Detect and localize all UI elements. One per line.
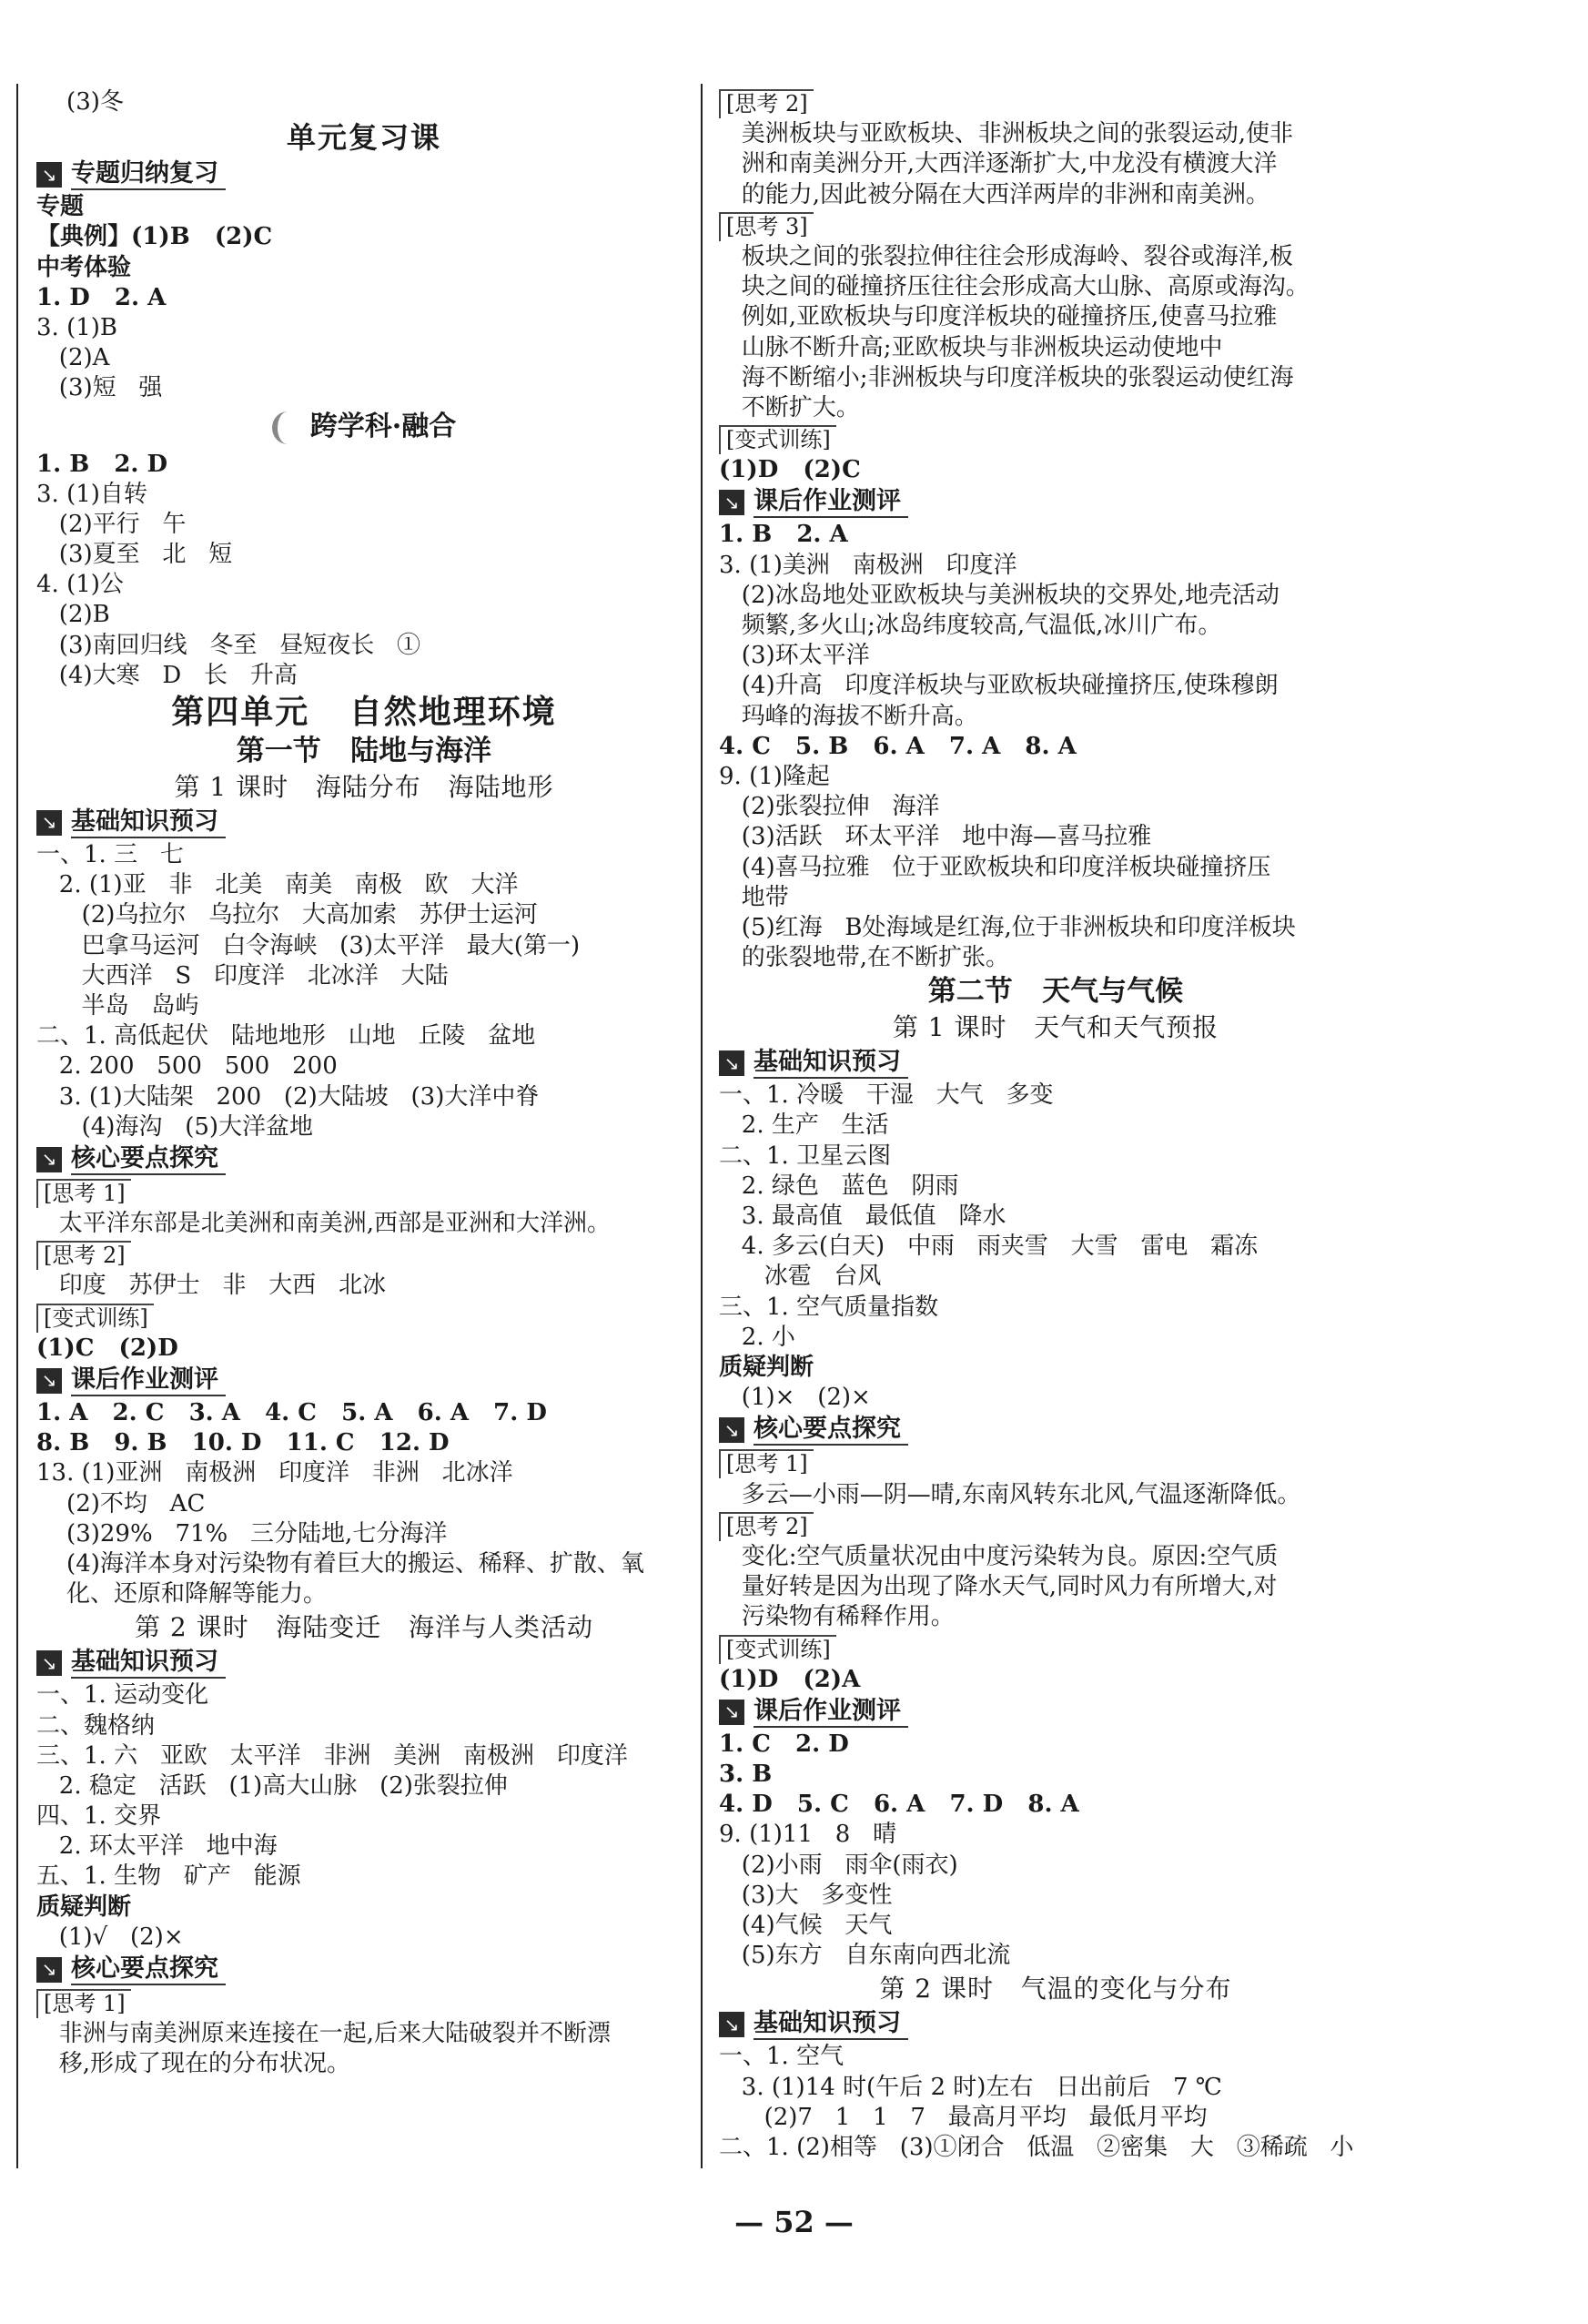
section-header-label: 核心要点探究 (71, 1144, 226, 1175)
answer-line: (3)冬 (36, 88, 124, 116)
answer-line: 不断扩大。 (719, 393, 860, 421)
answer-line: (2)乌拉尔 乌拉尔 大高加索 苏伊士运河 (36, 901, 538, 929)
answer-line: (5)东方 自东南向西北流 (719, 1942, 1011, 1970)
question-tag: [思考 1] (719, 1449, 814, 1478)
answer-line: 的张裂地带,在不断扩张。 (719, 944, 1010, 972)
question-tag-row (719, 87, 1392, 119)
answer-line-bold: 中考体验 (36, 253, 132, 281)
answer-line: (3)29% 71% 三分陆地,七分海洋 (36, 1519, 448, 1548)
answer-line-bold: 1. D 2. A (36, 283, 167, 311)
section-header (36, 1143, 692, 1176)
answer-line: 2. 稳定 活跃 (1)高大山脉 (2)张裂拉伸 (36, 1771, 508, 1800)
answer-line: 2. 小 (719, 1323, 795, 1351)
answer-line-bold: (1)C (2)D (36, 1334, 178, 1362)
answer-line: (3)活跃 环太平洋 地中海—喜马拉雅 (719, 823, 1152, 851)
answer-line: 2. 200 500 500 200 (36, 1052, 338, 1081)
answer-line: (3)环太平洋 (719, 642, 870, 670)
answer-line: (4)喜马拉雅 位于亚欧板块和印度洋板块碰撞挤压 (719, 853, 1271, 881)
question-tag-row (36, 1302, 692, 1334)
arrow-icon: ↘ (36, 810, 62, 836)
answer-line-bold: 1. B 2. D (36, 450, 168, 478)
answer-line: (4)升高 印度洋板块与亚欧板块碰撞挤压,使珠穆朗 (719, 672, 1279, 700)
section-header-label: 基础知识预习 (754, 1048, 908, 1079)
answer-line-bold: 4. C 5. B 6. A 7. A 8. A (719, 732, 1077, 760)
section-header-label: 专题归纳复习 (71, 159, 226, 190)
answer-line: 二、1. (2)相等 (3)①闭合 低温 ②密集 大 ③稀疏 小 (719, 2133, 1354, 2161)
answer-line: 海不断缩小;非洲板块与印度洋板块的张裂运动使红海 (719, 363, 1294, 391)
answer-line: 2. (1)亚 非 北美 南美 南极 欧 大洋 (36, 871, 519, 899)
answer-line: 2. 绿色 蓝色 阴雨 (719, 1172, 959, 1200)
answer-line: (2)冰岛地处亚欧板块与美洲板块的交界处,地壳活动 (719, 581, 1280, 609)
question-tag-row (719, 423, 1392, 455)
answer-line: 一、1. 空气 (719, 2043, 845, 2071)
answer-line: 量好转是因为出现了降水天气,同时风力有所增大,对 (719, 1573, 1278, 1601)
answer-line: (4)大寒 D 长 升高 (36, 661, 298, 689)
answer-line: 五、1. 生物 矿产 能源 (36, 1862, 301, 1891)
section-header-label: 课后作业测评 (754, 1697, 908, 1728)
answer-line: 冰雹 台风 (719, 1263, 882, 1291)
unit-title: 第四单元 自然地理环境 (171, 693, 557, 731)
answer-line: 二、1. 高低起伏 陆地地形 山地 丘陵 盆地 (36, 1022, 536, 1050)
question-tag-row (36, 1987, 692, 2019)
section-header (36, 807, 692, 839)
answer-line: 三、1. 六 亚欧 太平洋 非洲 美洲 南极洲 印度洋 (36, 1741, 628, 1770)
section-header-label: 基础知识预习 (71, 807, 226, 838)
question-tag-row (719, 1510, 1392, 1542)
answer-line: (2)B (36, 601, 110, 629)
page-number: — 52 — (734, 2205, 854, 2239)
arrow-icon: ↘ (719, 1050, 744, 1076)
section-header-label: 课后作业测评 (754, 487, 908, 518)
answer-line: 地带 (719, 883, 789, 911)
answer-line-bold: 质疑判断 (36, 1893, 132, 1921)
arrow-icon: ↘ (719, 1700, 744, 1725)
section-header (719, 1047, 1392, 1080)
answer-line: 移,形成了现在的分布状况。 (36, 2050, 351, 2078)
answer-line: (2)平行 午 (36, 510, 187, 538)
section-header-label: 核心要点探究 (71, 1954, 226, 1985)
answer-line: 四、1. 交界 (36, 1802, 162, 1831)
answer-line-bold: (1)D (2)A (719, 1665, 861, 1693)
answer-line: (2)7 1 1 7 最高月平均 最低月平均 (719, 2103, 1208, 2131)
question-tag: [思考 2] (36, 1241, 131, 1270)
answer-line: 3. (1)美洲 南极洲 印度洋 (719, 551, 1017, 579)
answer-line: (2)张裂拉伸 海洋 (719, 793, 940, 821)
answer-line: 一、1. 冷暖 干湿 大气 多变 (719, 1081, 1054, 1110)
answer-line-bold: 专题 (36, 193, 85, 221)
section-header (719, 1414, 1392, 1446)
question-tag: [思考 3] (719, 212, 814, 241)
answer-line: 污染物有稀释作用。 (719, 1603, 955, 1631)
answer-line: 玛峰的海拔不断升高。 (719, 702, 978, 730)
question-tag: [变式训练] (36, 1304, 154, 1333)
answer-line: 3. (1)大陆架 200 (2)大陆坡 (3)大洋中脊 (36, 1082, 540, 1111)
right-column (719, 87, 1392, 2163)
lesson-title: 第 2 课时 海陆变迁 海洋与人类活动 (134, 1612, 594, 1643)
section-header (719, 2008, 1392, 2041)
column-divider (701, 84, 703, 2168)
answer-line: 2. 生产 生活 (719, 1111, 889, 1140)
answer-line: 山脉不断升高;亚欧板块与非洲板块运动使地中 (719, 333, 1223, 361)
question-tag-row (719, 1633, 1392, 1665)
section-header (36, 1647, 692, 1680)
answer-line: 洲和南美洲分开,大西洋逐渐扩大,中龙没有横渡大洋 (719, 150, 1278, 178)
answer-line: 4. (1)公 (36, 571, 124, 599)
answer-line-bold: 1. A 2. C 3. A 4. C 5. A 6. A 7. D (36, 1399, 547, 1427)
question-tag: [思考 1] (36, 1989, 131, 2018)
question-tag: [思考 2] (719, 89, 814, 118)
section-title: 第一节 陆地与海洋 (236, 735, 492, 767)
lesson-title: 第 2 课时 气温的变化与分布 (879, 1974, 1232, 2004)
answer-line: (3)南回归线 冬至 昼短夜长 ① (36, 631, 421, 659)
answer-line: (4)海沟 (5)大洋盆地 (36, 1112, 314, 1141)
answer-line: (2)小雨 雨伞(雨衣) (719, 1851, 958, 1879)
answer-line-bold: (1)D (2)C (719, 456, 861, 484)
answer-line: 3. 最高值 最低值 降水 (719, 1203, 1006, 1231)
section-header-label: 课后作业测评 (71, 1365, 226, 1396)
crescent-icon (272, 411, 303, 444)
arrow-icon: ↘ (719, 2012, 744, 2037)
answer-line: 美洲板块与亚欧板块、非洲板块之间的张裂运动,使非 (719, 120, 1294, 148)
answer-line: 太平洋东部是北美洲和南美洲,西部是亚洲和大洋洲。 (36, 1210, 612, 1238)
lesson-title: 第 1 课时 天气和天气预报 (892, 1012, 1219, 1043)
answer-line: 13. (1)亚洲 南极洲 印度洋 非洲 北冰洋 (36, 1459, 513, 1487)
answer-line: 一、1. 运动变化 (36, 1681, 209, 1710)
answer-line: 3. (1)自转 (36, 480, 147, 508)
answer-line: (3)夏至 北 短 (36, 541, 233, 569)
arrow-icon: ↘ (36, 162, 62, 188)
answer-line: 例如,亚欧板块与印度洋板块的碰撞挤压,使喜马拉雅 (719, 303, 1278, 331)
unit-review-title: 单元复习课 (286, 120, 441, 156)
answer-line: 大西洋 S 印度洋 北冰洋 大陆 (36, 961, 449, 989)
answer-line: (1)√ (2)× (36, 1923, 184, 1951)
arrow-icon: ↘ (36, 1650, 62, 1676)
answer-line: (4)海洋本身对污染物有着巨大的搬运、稀释、扩散、氧 (36, 1549, 644, 1578)
answer-line: 二、1. 卫星云图 (719, 1142, 892, 1170)
answer-line-bold: 质疑判断 (719, 1353, 814, 1381)
answer-line: 块之间的碰撞挤压往往会形成高大山脉、高原或海沟。 (719, 273, 1310, 301)
answer-line: 2. 环太平洋 地中海 (36, 1832, 278, 1861)
question-tag-row (719, 1447, 1392, 1479)
cross-subject-label: 跨学科·融合 (309, 410, 457, 442)
question-tag-row (719, 210, 1392, 242)
arrow-icon: ↘ (719, 490, 744, 515)
arrow-icon: ↘ (36, 1147, 62, 1172)
section-header (36, 1365, 692, 1397)
answer-line: 9. (1)11 8 晴 (719, 1821, 897, 1849)
section-header (36, 158, 692, 191)
answer-line-bold: 8. B 9. B 10. D 11. C 12. D (36, 1429, 450, 1457)
arrow-icon: ↘ (36, 1957, 62, 1983)
answer-line-bold: 3. B (719, 1761, 773, 1789)
answer-line: (1)× (2)× (719, 1384, 871, 1412)
answer-line: (3)大 多变性 (719, 1881, 893, 1909)
answer-line: 3. (1)B (36, 313, 118, 341)
answer-line: (2)A (36, 344, 110, 372)
answer-line: 变化:空气质量状况由中度污染转为良。原因:空气质 (719, 1542, 1279, 1570)
cross-subject-heading (36, 404, 692, 450)
left-margin-rule (16, 84, 18, 2168)
answer-line: 多云—小雨—阴—晴,东南风转东北风,气温逐渐降低。 (719, 1480, 1301, 1508)
lesson-title: 第 1 课时 海陆分布 海陆地形 (174, 772, 554, 802)
answer-line: (3)短 强 (36, 374, 163, 402)
answer-line: 一、1. 三 七 (36, 841, 184, 868)
question-tag-row (36, 1239, 692, 1271)
arrow-icon: ↘ (719, 1417, 744, 1443)
answer-line: 印度 苏伊士 非 大西 北冰 (36, 1272, 386, 1300)
question-tag-row (36, 1177, 692, 1209)
answer-line: 三、1. 空气质量指数 (719, 1293, 939, 1321)
answer-line: 非洲与南美洲原来连接在一起,后来大陆破裂并不断漂 (36, 2020, 612, 2048)
section-header (719, 1696, 1392, 1729)
answer-line: (5)红海 B处海域是红海,位于非洲板块和印度洋板块 (719, 913, 1296, 941)
answer-line: 化、还原和降解等能力。 (36, 1580, 328, 1609)
answer-line-bold: 1. B 2. A (719, 521, 848, 549)
answer-line: 二、魏格纳 (36, 1711, 156, 1740)
section-header-label: 基础知识预习 (754, 2009, 908, 2040)
answer-line: (2)不均 AC (36, 1489, 206, 1517)
section-header (36, 1954, 692, 1986)
left-column (36, 87, 692, 2080)
answer-line: 频繁,多火山;冰岛纬度较高,气温低,冰川广布。 (719, 612, 1222, 640)
answer-line: 3. (1)14 时(午后 2 时)左右 日出前后 7 ℃ (719, 2073, 1222, 2101)
section-header-label: 核心要点探究 (754, 1415, 908, 1446)
section-header-label: 基础知识预习 (71, 1648, 226, 1679)
answer-line: 的能力,因此被分隔在大西洋两岸的非洲和南美洲。 (719, 180, 1270, 208)
answer-line-bold: 1. C 2. D (719, 1730, 849, 1758)
answer-line: 4. 多云(白天) 中雨 雨夹雪 大雪 雷电 霜冻 (719, 1233, 1259, 1261)
answer-line: 9. (1)隆起 (719, 762, 830, 790)
answer-line: 板块之间的张裂拉伸往往会形成海岭、裂谷或海洋,板 (719, 242, 1294, 270)
section-title: 第二节 天气与气候 (927, 975, 1184, 1009)
answer-line: 巴拿马运河 白令海峡 (3)太平洋 最大(第一) (36, 931, 581, 959)
question-tag: [思考 2] (719, 1512, 814, 1541)
answer-line-bold: 【典例】(1)B (2)C (36, 223, 273, 251)
question-tag: [思考 1] (36, 1179, 131, 1208)
answer-line-bold: 4. D 5. C 6. A 7. D 8. A (719, 1791, 1079, 1819)
section-header (719, 486, 1392, 519)
answer-line: (4)气候 天气 (719, 1912, 893, 1940)
arrow-icon: ↘ (36, 1368, 62, 1394)
question-tag: [变式训练] (719, 425, 836, 454)
answer-line: 半岛 岛屿 (36, 991, 199, 1020)
question-tag: [变式训练] (719, 1635, 836, 1664)
